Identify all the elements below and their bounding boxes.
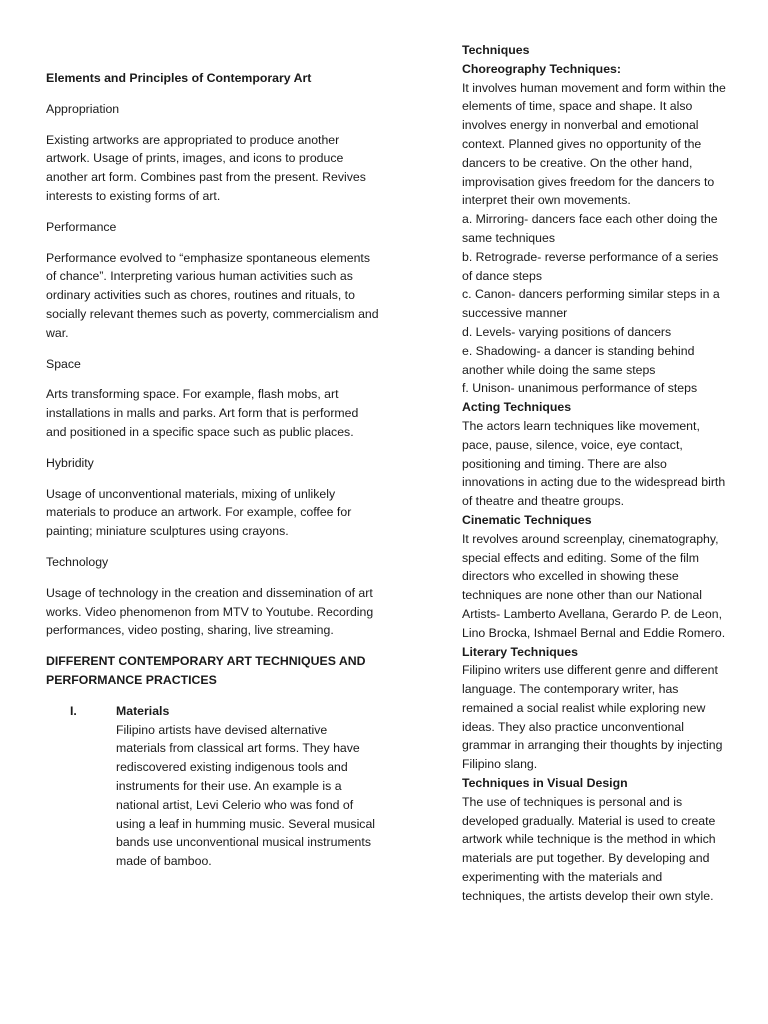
choreography-item: e. Shadowing- a dancer is standing behind another while doing the same steps bbox=[462, 343, 695, 377]
literary-heading: Literary Techniques bbox=[462, 644, 578, 659]
choreography-item: d. Levels- varying positions of dancers bbox=[462, 324, 672, 339]
section-heading-hybridity: Hybridity bbox=[46, 455, 94, 470]
section-body-hybridity: Usage of unconventional materials, mixing of unlikely materials to produce an artwork. For example, coffee for painting; miniature sculptures using crayons. bbox=[46, 486, 352, 539]
section-heading-performance: Performance bbox=[46, 219, 117, 234]
choreography-heading: Choreography Techniques: bbox=[462, 61, 621, 76]
choreography-item: f. Unison- unanimous performance of steps bbox=[462, 381, 698, 396]
visual-design-body: The use of techniques is personal and is developed gradually. Material is used to create artwork while technique is the method in which materials are put together. By developing and experimenting with the materials and techniques, the artists develop their own style. bbox=[462, 794, 716, 903]
section-heading-space: Space bbox=[46, 356, 81, 371]
list-item-body: Filipino artists have devised alternative materials from classical art forms. They have rediscovered existing indigenous tools and instruments for their use. An example is a national artist, Levi Celerio who was fond of using a leaf in humming music. Several musical bands use unconventional musical instruments made of bamboo. bbox=[116, 722, 376, 869]
section-body-appropriation: Existing artworks are appropriated to produce another artwork. Usage of prints, images, and icons to produce another art form. Combines past from the present. Revives interests to existing forms of art. bbox=[46, 132, 366, 203]
literary-body: Filipino writers use different genre and different language. The contemporary writer, has remained a social realist while exploring new ideas. They also practice unconventional grammar in arranging their thoughts by injecting Filipino slang. bbox=[462, 663, 723, 772]
section-heading-appropriation: Appropriation bbox=[46, 101, 120, 116]
choreography-item: a. Mirroring- dancers face each other doing the same techniques bbox=[462, 212, 718, 245]
cinematic-heading: Cinematic Techniques bbox=[462, 512, 592, 527]
choreography-item: c. Canon- dancers performing similar steps in a successive manner bbox=[462, 287, 720, 321]
right-column bbox=[462, 0, 728, 906]
acting-body: The actors learn techniques like movement, pace, pause, silence, voice, eye contact, positioning and timing. There are also innovations in acting due to the widespread birth of theatre and theatre groups. bbox=[462, 418, 726, 509]
section-body-technology: Usage of technology in the creation and dissemination of art works. Video phenomenon from MTV to Youtube. Recording performances, video posting, sharing, live streaming. bbox=[46, 585, 374, 638]
acting-heading: Acting Techniques bbox=[462, 400, 572, 415]
section-heading-technology: Technology bbox=[46, 554, 109, 569]
choreography-item: b. Retrograde- reverse performance of a series of dance steps bbox=[462, 249, 719, 283]
section-body-performance: Performance evolved to “emphasize spontaneous elements of chance”. Interpreting various human activities such as ordinary activities such as chores, routines and rituals, to socially relevant themes such as poverty, commercialism and war. bbox=[46, 250, 379, 340]
choreography-body: It involves human movement and form within the elements of time, space and shape. It also involves energy in nonverbal and emotional context. Planned gives no opportunity of the dancers to be creative. On the other hand, improvisation gives freedom for the dancers to interpret their own movements. bbox=[462, 80, 726, 208]
visual-design-heading: Techniques in Visual Design bbox=[462, 776, 628, 791]
list-item-materials bbox=[46, 702, 382, 871]
techniques-caps-heading: DIFFERENT CONTEMPORARY ART TECHNIQUES AND PERFORMANCE PRACTICES bbox=[46, 654, 366, 687]
list-item-title: Materials bbox=[116, 703, 170, 718]
section-body-space: Arts transforming space. For example, flash mobs, art installations in malls and parks. Art form that is performed and positioned in a specific space such as public places. bbox=[46, 387, 359, 439]
document-title: Elements and Principles of Contemporary Art bbox=[46, 71, 312, 85]
cinematic-body: It revolves around screenplay, cinematography, special effects and editing. Some of the film directors who excelled in showing these techniques are none other than our National Artists- Lamberto Avellana, Gerardo P. de Leon, Lino Brocka, Ishmael Bernal and Eddie Romero. bbox=[462, 531, 726, 640]
list-numeral: I. bbox=[70, 703, 77, 718]
techniques-heading: Techniques bbox=[462, 43, 530, 57]
left-column bbox=[46, 0, 382, 871]
